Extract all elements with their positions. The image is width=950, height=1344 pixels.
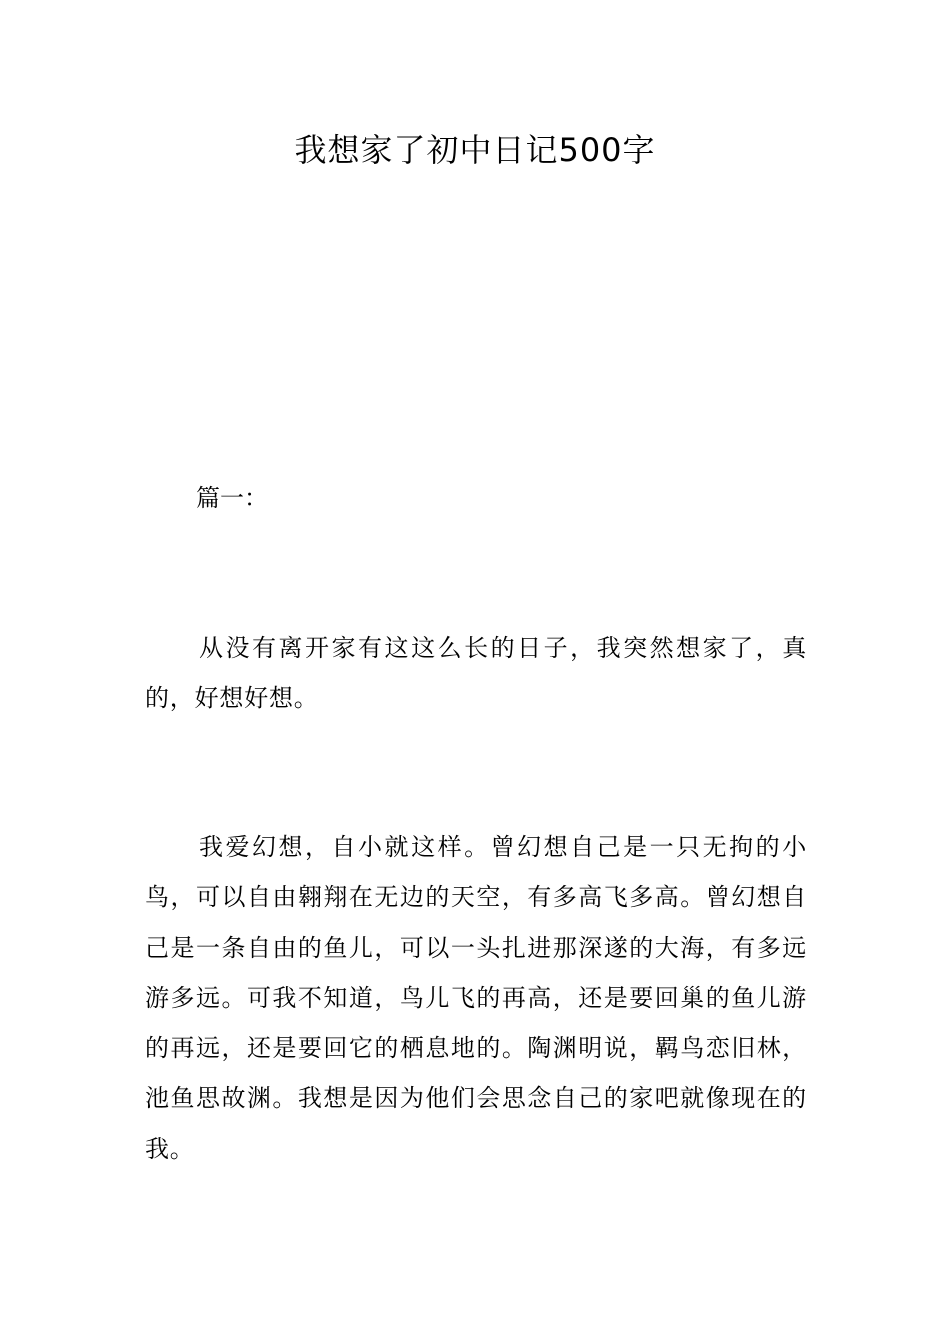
document-title: 我想家了初中日记500字 — [294, 131, 656, 169]
paragraph-1: 从没有离开家有这这么长的日子，我突然想家了，真的，好想好想。 — [145, 634, 807, 713]
section-heading: 篇一： — [196, 484, 268, 512]
paragraph-2: 我爱幻想，自小就这样。曾幻想自己是一只无拘的小鸟，可以自由翱翔在无边的天空，有多高飞多高。曾幻想自己是一条自由的鱼儿，可以一头扎进那深遂的大海，有多远游多远。可我不知道，鸟儿飞的再高，还是要回巢的鱼儿游的再远，还是要回它的栖息地的。陶渊明说，羁鸟恋旧林，池鱼思故渊。我想是因为他们会思念自己的家吧就像现在的我。 — [145, 833, 807, 1163]
